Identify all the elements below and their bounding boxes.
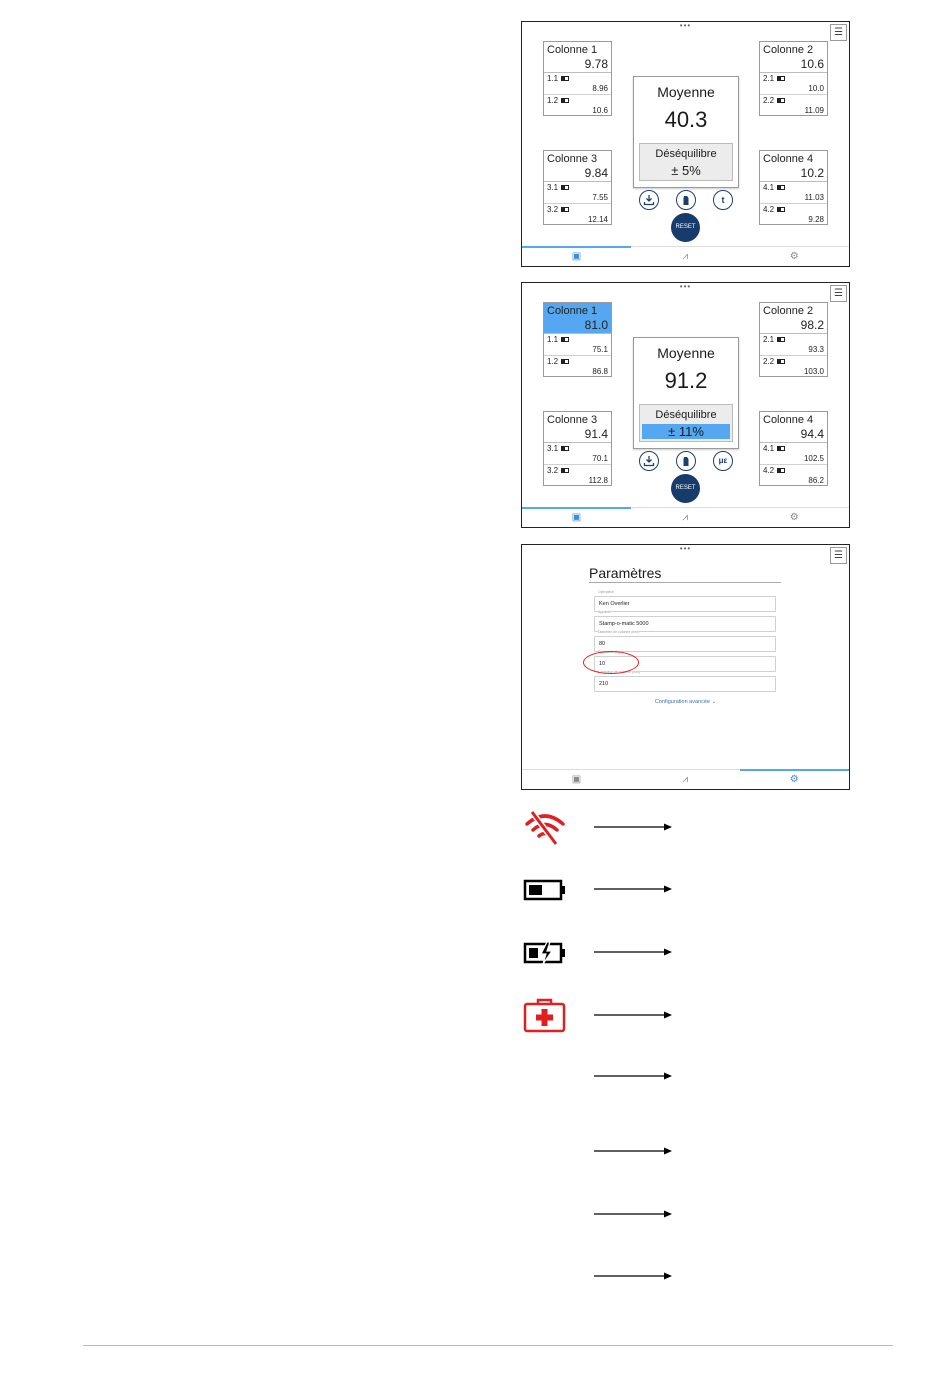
chart-tab-icon: ⩘ bbox=[682, 774, 689, 785]
chart-tab-icon: ⩘ bbox=[682, 512, 689, 523]
battery-icon bbox=[561, 185, 569, 190]
field-label: Opérateur bbox=[598, 590, 614, 594]
tab-settings[interactable] bbox=[740, 247, 849, 266]
column-name: Colonne 4 bbox=[763, 153, 814, 165]
sensor-value: 75.1 bbox=[592, 345, 608, 354]
arrow-icon bbox=[594, 1271, 674, 1281]
sensor-value: 93.3 bbox=[808, 345, 824, 354]
operator-field[interactable] bbox=[594, 590, 776, 612]
sensor-label: 3.2 bbox=[547, 205, 559, 214]
sensor-value: 12.14 bbox=[587, 215, 608, 224]
arrow-icon bbox=[594, 822, 674, 832]
screen-dashboard-1 bbox=[521, 21, 850, 267]
column-value: 81.0 bbox=[584, 318, 608, 332]
column-value: 10.6 bbox=[800, 57, 824, 71]
arrow-icon bbox=[594, 1209, 674, 1219]
unit-toggle-button[interactable]: t bbox=[713, 190, 733, 210]
sensor-value: 9.28 bbox=[808, 215, 824, 224]
sensor-label: 1.1 bbox=[547, 335, 559, 344]
unit-toggle-button[interactable]: με bbox=[713, 451, 733, 471]
column-value: 10.2 bbox=[800, 166, 824, 180]
column-value: 9.78 bbox=[584, 57, 608, 71]
arrow-icon bbox=[594, 884, 674, 894]
field-value: Ken Overlier bbox=[599, 601, 630, 607]
tab-gauge[interactable] bbox=[522, 770, 631, 789]
battery-icon bbox=[561, 359, 569, 364]
column-card-4[interactable] bbox=[759, 150, 828, 225]
field-value: 10 bbox=[599, 661, 606, 667]
download-icon bbox=[643, 455, 655, 467]
sensor-label: 3.1 bbox=[547, 183, 559, 192]
gauge-tab-icon: ▣ bbox=[571, 774, 582, 785]
drag-handle[interactable]: ••• bbox=[679, 544, 692, 553]
download-button[interactable] bbox=[639, 190, 659, 210]
sensor-icon bbox=[680, 194, 692, 206]
battery-icon bbox=[561, 468, 569, 473]
battery-icon bbox=[777, 446, 785, 451]
column-name: Colonne 3 bbox=[547, 153, 598, 165]
sensor-button[interactable] bbox=[676, 190, 696, 210]
battery-icon bbox=[777, 185, 785, 190]
average-value: 40.3 bbox=[664, 107, 708, 132]
sensor-label: 2.2 bbox=[763, 357, 775, 366]
tab-gauge[interactable] bbox=[522, 508, 631, 527]
settings-tab-icon: ⚙ bbox=[789, 512, 799, 523]
menu-icon[interactable]: ☰ bbox=[830, 24, 847, 41]
field-label: Longueur de colonne (mm) bbox=[598, 670, 641, 674]
page-title: Paramètres bbox=[589, 565, 662, 581]
average-panel bbox=[633, 337, 739, 449]
column-name: Colonne 4 bbox=[763, 414, 814, 426]
sensor-label: 2.1 bbox=[763, 74, 775, 83]
sensor-value: 103.0 bbox=[803, 367, 824, 376]
sensor-label: 2.2 bbox=[763, 96, 775, 105]
sensor-value: 10.0 bbox=[808, 84, 824, 93]
sensor-value: 102.5 bbox=[803, 454, 824, 463]
column-name: Colonne 3 bbox=[547, 414, 598, 426]
download-button[interactable] bbox=[639, 451, 659, 471]
screen-settings bbox=[521, 544, 850, 790]
battery-icon bbox=[777, 359, 785, 364]
drag-handle[interactable]: ••• bbox=[679, 282, 692, 291]
battery-charging-icon bbox=[522, 933, 568, 973]
sensor-value: 8.96 bbox=[592, 84, 608, 93]
column-card-2[interactable] bbox=[759, 41, 828, 116]
column-card-3[interactable] bbox=[543, 150, 612, 225]
tab-settings[interactable] bbox=[740, 770, 849, 789]
column-length-field[interactable] bbox=[594, 670, 776, 692]
column-value: 94.4 bbox=[800, 427, 824, 441]
arrow-icon bbox=[594, 1071, 674, 1081]
imbalance-value: ± 5% bbox=[671, 163, 701, 178]
imbalance-label: Déséquilibre bbox=[655, 409, 717, 421]
battery-icon bbox=[561, 76, 569, 81]
advanced-config-link[interactable]: Configuration avancée ⌄ bbox=[654, 699, 717, 705]
field-value: Stamp-o-matic 5000 bbox=[599, 621, 649, 627]
tab-chart[interactable] bbox=[631, 508, 740, 527]
tab-settings[interactable] bbox=[740, 508, 849, 527]
tab-bar bbox=[522, 769, 849, 789]
column-card-3[interactable] bbox=[543, 411, 612, 486]
column-name: Colonne 1 bbox=[547, 305, 598, 317]
sensor-label: 3.2 bbox=[547, 466, 559, 475]
battery-icon bbox=[561, 337, 569, 342]
sensor-button[interactable] bbox=[676, 451, 696, 471]
battery-icon bbox=[777, 76, 785, 81]
gauge-tab-icon: ▣ bbox=[571, 512, 582, 523]
footer-divider bbox=[83, 1345, 893, 1346]
tab-bar bbox=[522, 507, 849, 527]
field-label: Appareil bbox=[598, 610, 611, 614]
first-aid-icon bbox=[522, 996, 568, 1036]
imbalance-box bbox=[639, 143, 733, 181]
battery-icon bbox=[561, 207, 569, 212]
column-name: Colonne 2 bbox=[763, 305, 814, 317]
tab-chart[interactable] bbox=[631, 770, 740, 789]
reset-button[interactable]: RESET bbox=[671, 213, 700, 242]
sensor-label: 3.1 bbox=[547, 444, 559, 453]
imbalance-box bbox=[639, 404, 733, 442]
sensor-label: 1.2 bbox=[547, 357, 559, 366]
average-label: Moyenne bbox=[657, 345, 715, 361]
wifi-off-icon bbox=[522, 808, 568, 848]
column-card-1[interactable] bbox=[543, 302, 612, 377]
field-label: Diamètre de colonne (mm) bbox=[598, 630, 640, 634]
column-name: Colonne 2 bbox=[763, 44, 814, 56]
arrow-icon bbox=[594, 947, 674, 957]
sensor-label: 4.2 bbox=[763, 205, 775, 214]
average-value: 91.2 bbox=[664, 368, 708, 393]
column-value: 98.2 bbox=[800, 318, 824, 332]
column-value: 9.84 bbox=[584, 166, 608, 180]
sensor-label: 4.1 bbox=[763, 183, 775, 192]
screen-dashboard-2 bbox=[521, 282, 850, 528]
title-divider bbox=[589, 582, 781, 583]
column-name: Colonne 1 bbox=[547, 44, 598, 56]
battery-icon bbox=[777, 98, 785, 103]
sensor-label: 4.1 bbox=[763, 444, 775, 453]
field-value: 210 bbox=[599, 681, 609, 687]
sensor-label: 2.1 bbox=[763, 335, 775, 344]
sensor-value: 7.55 bbox=[592, 193, 608, 202]
sensor-value: 11.09 bbox=[804, 106, 824, 115]
sensor-value: 86.2 bbox=[808, 476, 824, 485]
battery-icon bbox=[561, 98, 569, 103]
reset-button[interactable]: RESET bbox=[671, 474, 700, 503]
imbalance-label: Déséquilibre bbox=[655, 148, 717, 160]
drag-handle[interactable]: ••• bbox=[679, 21, 692, 30]
sensor-value: 86.8 bbox=[592, 367, 608, 376]
field-value: 80 bbox=[599, 641, 606, 647]
arrow-icon bbox=[594, 1146, 674, 1156]
chart-tab-icon: ⩘ bbox=[682, 251, 689, 262]
imbalance-value: ± 11% bbox=[642, 424, 730, 439]
battery-icon bbox=[777, 337, 785, 342]
field-label: Épaisseur (%) bbox=[598, 650, 620, 654]
settings-tab-icon: ⚙ bbox=[789, 774, 799, 785]
sensor-value: 11.03 bbox=[804, 193, 824, 202]
sensor-value: 112.8 bbox=[588, 476, 608, 485]
sensor-value: 70.1 bbox=[592, 454, 608, 463]
battery-icon bbox=[522, 870, 568, 910]
average-panel bbox=[633, 76, 739, 188]
battery-icon bbox=[777, 207, 785, 212]
arrow-icon bbox=[594, 1010, 674, 1020]
settings-tab-icon: ⚙ bbox=[789, 251, 799, 262]
battery-icon bbox=[561, 446, 569, 451]
column-value: 91.4 bbox=[584, 427, 608, 441]
sensor-label: 1.1 bbox=[547, 74, 559, 83]
menu-icon[interactable]: ☰ bbox=[830, 547, 847, 564]
column-card-1[interactable] bbox=[543, 41, 612, 116]
battery-icon bbox=[777, 468, 785, 473]
average-label: Moyenne bbox=[657, 84, 715, 100]
tab-bar bbox=[522, 246, 849, 266]
column-diameter-field[interactable] bbox=[594, 630, 776, 652]
highlight-circle bbox=[583, 651, 639, 674]
sensor-label: 4.2 bbox=[763, 466, 775, 475]
tab-chart[interactable] bbox=[631, 247, 740, 266]
column-card-2[interactable] bbox=[759, 302, 828, 377]
sensor-label: 1.2 bbox=[547, 96, 559, 105]
tab-gauge[interactable] bbox=[522, 247, 631, 266]
download-icon bbox=[643, 194, 655, 206]
sensor-value: 10.6 bbox=[592, 106, 608, 115]
menu-icon[interactable]: ☰ bbox=[830, 285, 847, 302]
gauge-tab-icon: ▣ bbox=[571, 251, 582, 262]
column-card-4[interactable] bbox=[759, 411, 828, 486]
sensor-icon bbox=[680, 455, 692, 467]
